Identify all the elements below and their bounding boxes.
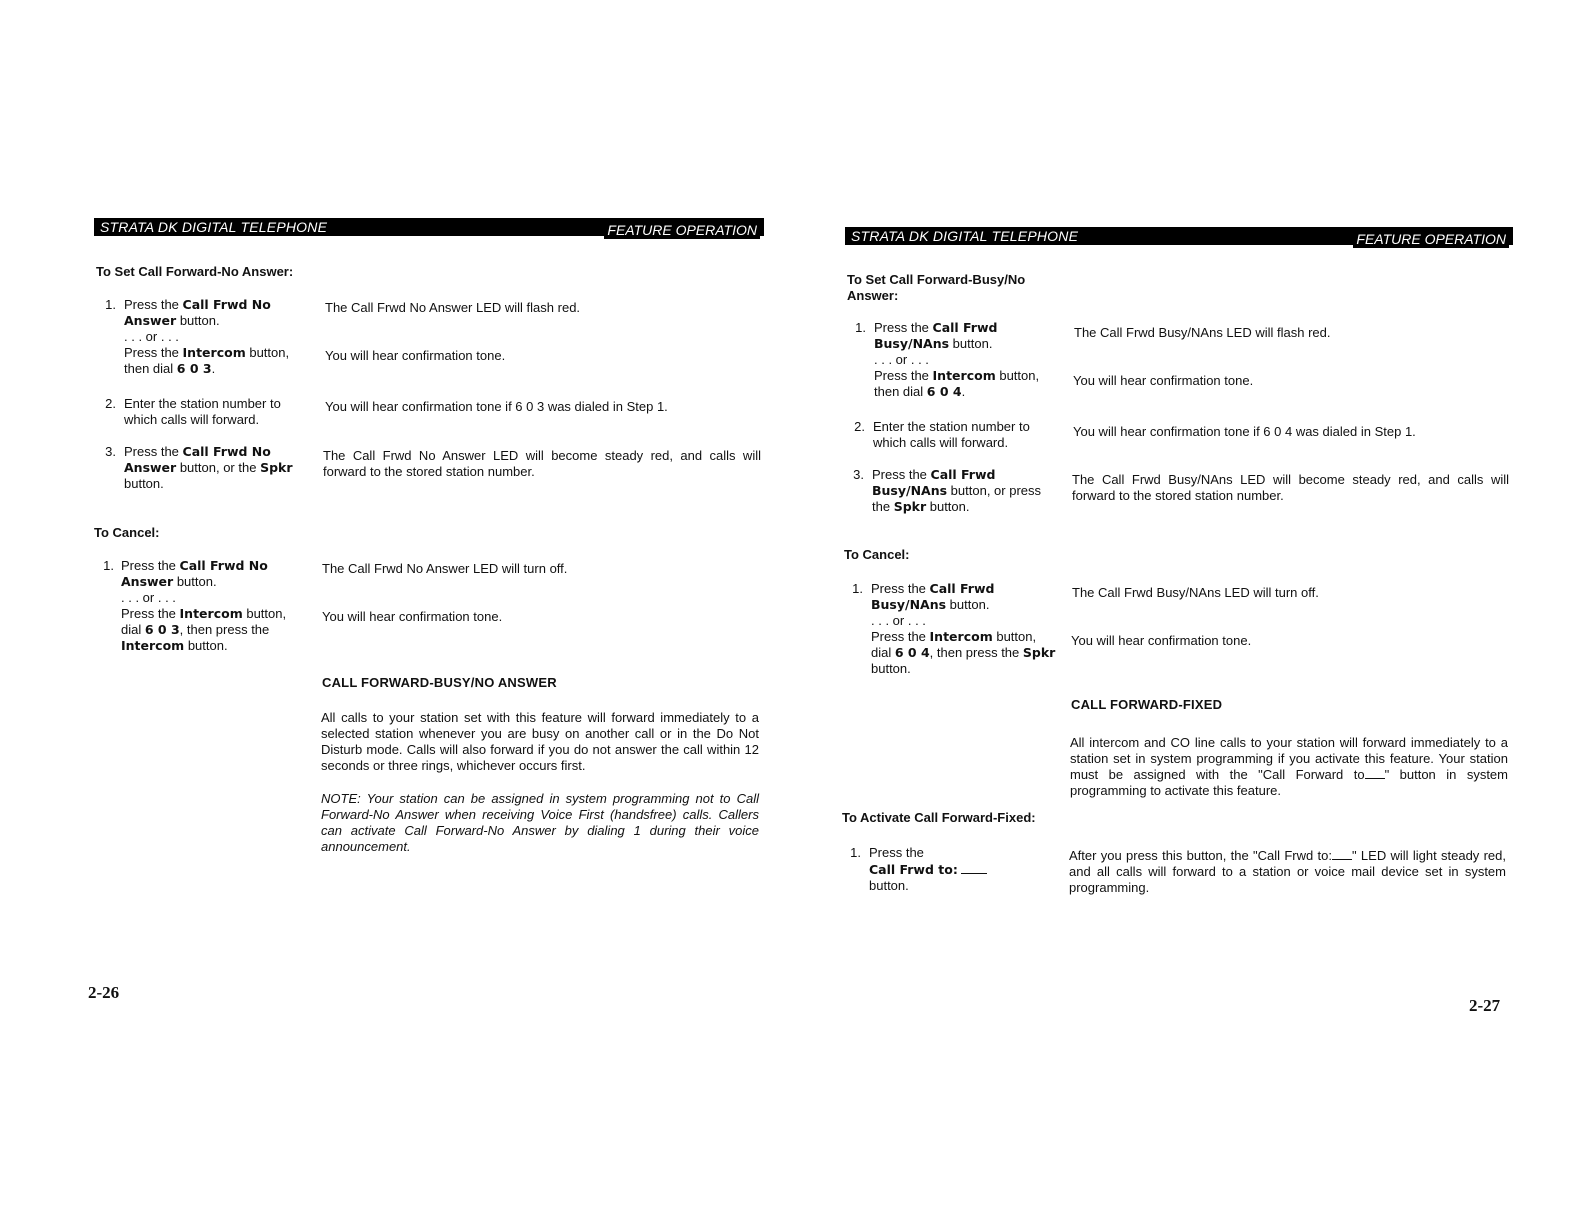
intercom-button-label: Intercom bbox=[929, 629, 993, 644]
step-effect: The Call Frwd Busy/NAns LED will turn off. bbox=[1072, 585, 1319, 600]
step-effect: The Call Frwd No Answer LED will become steady red, and calls will forward to the stored station number. bbox=[323, 448, 761, 479]
call-frwd-no-answer-button-label: Call Frwd No Answer bbox=[124, 297, 271, 328]
step-number: 1. bbox=[852, 581, 863, 596]
step-effect: After you press this button, the "Call Frwd to: " LED will light steady red, and all calls will forward to a station or voice mail device set in system programming. bbox=[1069, 848, 1506, 895]
page-header bbox=[845, 227, 1513, 245]
step-text: Press the Call Frwd No Answer button, or the Spkr button. bbox=[124, 444, 293, 491]
step-alt-effect: You will hear confirmation tone. bbox=[322, 609, 503, 624]
or-separator: . . . or . . . bbox=[874, 352, 929, 367]
or-separator: . . . or . . . bbox=[124, 329, 179, 344]
step-number: 1. bbox=[103, 558, 114, 573]
step-text: Press the Call Frwd No Answer button. . . . or . . . Press the Intercom button, then dial 6 0 3. bbox=[124, 297, 290, 376]
intercom-button-label: Intercom bbox=[932, 368, 996, 383]
cancel-heading: To Cancel: bbox=[94, 525, 160, 540]
step-effect: The Call Frwd Busy/NAns LED will flash red. bbox=[1074, 325, 1331, 340]
step-text: Enter the station number to which calls will forward. bbox=[124, 396, 281, 427]
step-alt-effect: You will hear confirmation tone. bbox=[1073, 373, 1254, 388]
step-number: 2. bbox=[105, 396, 116, 411]
call-frwd-no-answer-button-label: Call Frwd No Answer bbox=[121, 558, 268, 589]
or-separator: . . . or . . . bbox=[121, 590, 176, 605]
call-frwd-busy-nans-button-label: Call Frwd Busy/NAns bbox=[871, 581, 995, 612]
step-effect: The Call Frwd Busy/NAns LED will become steady red, and calls will forward to the stored station number. bbox=[1072, 472, 1509, 503]
dial-code: 6 0 4 bbox=[926, 384, 962, 399]
spkr-button-label: Spkr bbox=[1022, 645, 1056, 660]
blank-line bbox=[961, 861, 987, 874]
blank-line bbox=[1332, 849, 1352, 860]
step-text: Press the Call Frwd No Answer button. . . . or . . . Press the Intercom button, dial 6 0 3, then press the Intercom button. bbox=[121, 558, 287, 653]
blank-line bbox=[1365, 768, 1385, 779]
step-text: Press the Call Frwd Busy/NAns button. . . . or . . . Press the Intercom button, dial 6 0 4, then press the Spkr button. bbox=[871, 581, 1056, 676]
page-number: 2-26 bbox=[88, 983, 120, 1002]
section-title: CALL FORWARD-BUSY/NO ANSWER bbox=[322, 675, 557, 690]
step-text: Press the Call Frwd to: button. bbox=[869, 845, 1054, 894]
right-page bbox=[792, 0, 1584, 1221]
section-title: CALL FORWARD-FIXED bbox=[1071, 697, 1223, 712]
step-effect: The Call Frwd No Answer LED will flash red. bbox=[325, 300, 581, 315]
dial-code: 6 0 3 bbox=[176, 361, 212, 376]
intercom-button-label: Intercom bbox=[182, 345, 246, 360]
set-heading: To Set Call Forward-No Answer: bbox=[96, 264, 294, 279]
step-text: Enter the station number to which calls will forward. bbox=[873, 419, 1030, 450]
call-frwd-busy-nans-button-label: Call Frwd Busy/NAns bbox=[874, 320, 998, 351]
dial-code: 6 0 3 bbox=[144, 622, 180, 637]
activate-heading: To Activate Call Forward-Fixed: bbox=[842, 810, 1036, 825]
cancel-heading: To Cancel: bbox=[844, 547, 910, 562]
step-number: 3. bbox=[105, 444, 116, 459]
step-effect: You will hear confirmation tone if 6 0 3 was dialed in Step 1. bbox=[325, 399, 668, 414]
intercom-button-label: Intercom bbox=[179, 606, 243, 621]
section-body: All calls to your station set with this feature will forward immediately to a selected station whenever you are busy on another call or in the Do Not Disturb mode. Calls will also forward if you do not answer the call within 12 seconds or three rings, whichever occurs first. bbox=[321, 710, 759, 773]
spkr-button-label: Spkr bbox=[260, 460, 293, 475]
page-number: 2-27 bbox=[1469, 996, 1501, 1015]
or-separator: . . . or . . . bbox=[871, 613, 926, 628]
call-frwd-to-button-label: Call Frwd to: bbox=[869, 862, 958, 877]
header-title: STRATA DK DIGITAL TELEPHONE bbox=[851, 228, 1079, 244]
step-number: 1. bbox=[850, 845, 861, 860]
section-note: NOTE: Your station can be assigned in system programming not to Call Forward-No Answer when receiving Voice First (handsfree) calls. Callers can activate Call Forward-No Answer by dialing 1 during their voice announcement. bbox=[321, 791, 759, 854]
step-number: 3. bbox=[853, 467, 864, 482]
header-title: STRATA DK DIGITAL TELEPHONE bbox=[100, 219, 328, 235]
section-body: All intercom and CO line calls to your station will forward immediately to a station set in system programming if you activate this feature. Your station must be assigned with the "Call Forward to " button in system programming to activate this feature. bbox=[1070, 735, 1508, 798]
step-text: Press the Call Frwd Busy/NAns button, or press the Spkr button. bbox=[872, 467, 1042, 514]
step-effect: You will hear confirmation tone if 6 0 4 was dialed in Step 1. bbox=[1073, 424, 1416, 439]
call-frwd-no-answer-button-label: Call Frwd No Answer bbox=[124, 444, 271, 475]
intercom-button-label: Intercom bbox=[121, 638, 185, 653]
step-alt-effect: You will hear confirmation tone. bbox=[1071, 633, 1252, 648]
call-frwd-busy-nans-button-label: Call Frwd Busy/NAns bbox=[872, 467, 996, 498]
step-effect: The Call Frwd No Answer LED will turn off. bbox=[322, 561, 568, 576]
header-section: FEATURE OPERATION bbox=[604, 221, 760, 239]
header-section: FEATURE OPERATION bbox=[1353, 230, 1509, 248]
step-text: Press the Call Frwd Busy/NAns button. . . . or . . . Press the Intercom button, then dial 6 0 4. bbox=[874, 320, 1040, 399]
step-number: 2. bbox=[854, 419, 865, 434]
step-number: 1. bbox=[105, 297, 116, 312]
set-heading: To Set Call Forward-Busy/No Answer: bbox=[847, 272, 1026, 303]
step-number: 1. bbox=[855, 320, 866, 335]
page-header bbox=[94, 218, 764, 236]
step-alt-effect: You will hear confirmation tone. bbox=[325, 348, 506, 363]
dial-code: 6 0 4 bbox=[894, 645, 930, 660]
spkr-button-label: Spkr bbox=[893, 499, 927, 514]
